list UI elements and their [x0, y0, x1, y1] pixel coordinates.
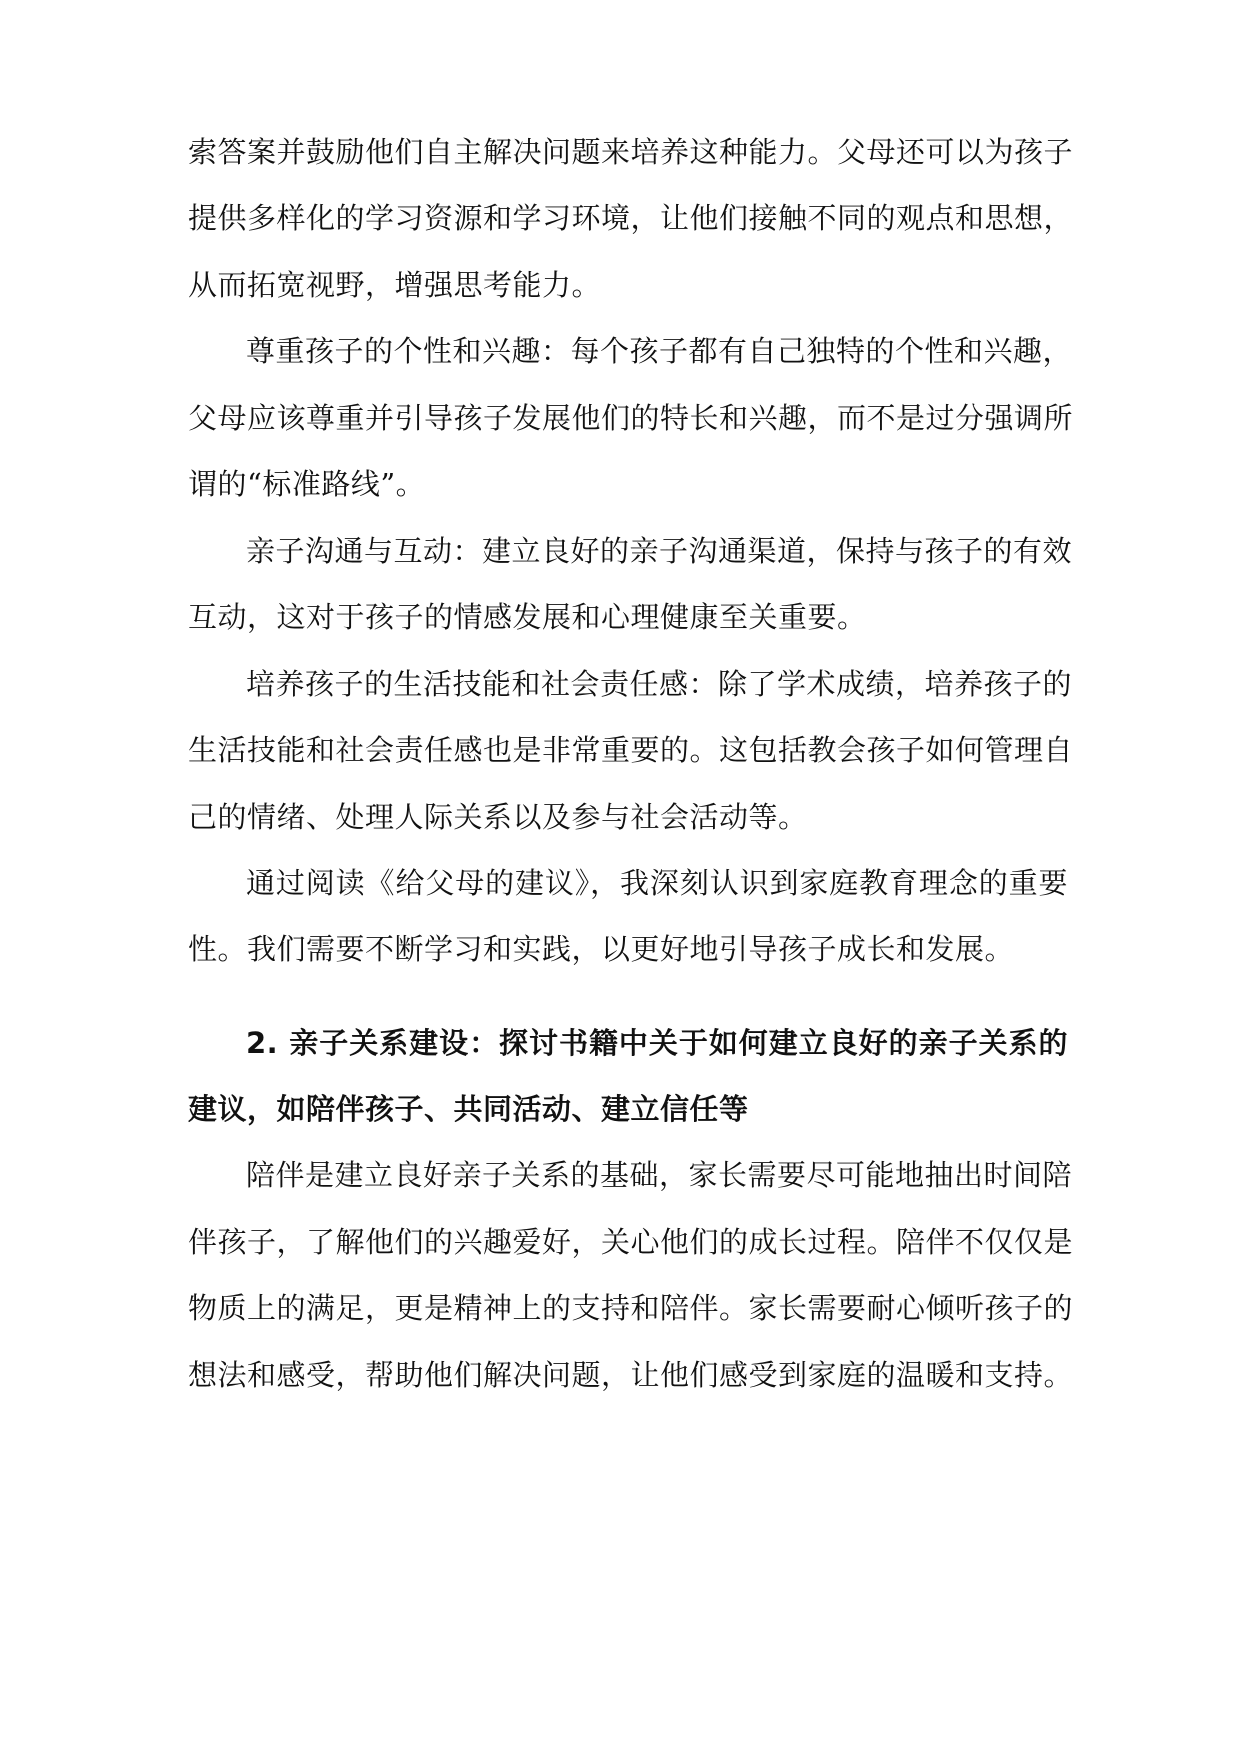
paragraph-4-line-3: 己的情绪、处理人际关系以及参与社会活动等。 — [188, 800, 808, 834]
paragraph-5-line-2: 性。我们需要不断学习和实践，以更好地引导孩子成长和发展。 — [188, 932, 1015, 966]
paragraph-3-line-2: 互动，这对于孩子的情感发展和心理健康至关重要。 — [188, 600, 867, 634]
paragraph-6-line-4: 想法和感受，帮助他们解决问题，让他们感受到家庭的温暖和支持。 — [188, 1358, 1074, 1392]
paragraph-3-line-1: 亲子沟通与互动：建立良好的亲子沟通渠道，保持与孩子的有效 — [246, 534, 1073, 568]
paragraph-6-line-1: 陪伴是建立良好亲子关系的基础，家长需要尽可能地抽出时间陪 — [246, 1158, 1073, 1192]
paragraph-1-line-1: 索答案并鼓励他们自主解决问题来培养这种能力。父母还可以为孩子 — [188, 135, 1074, 169]
paragraph-6-line-2: 伴孩子，了解他们的兴趣爱好，关心他们的成长过程。陪伴不仅仅是 — [188, 1225, 1074, 1259]
paragraph-4-line-2: 生活技能和社会责任感也是非常重要的。这包括教会孩子如何管理自 — [188, 733, 1074, 767]
paragraph-2-line-3: 谓的“标准路线”。 — [188, 467, 426, 501]
section-heading-line-2: 建议，如陪伴孩子、共同活动、建立信任等 — [188, 1092, 749, 1126]
paragraph-1-line-2: 提供多样化的学习资源和学习环境，让他们接触不同的观点和思想， — [188, 201, 1074, 235]
paragraph-2-line-1: 尊重孩子的个性和兴趣：每个孩子都有自己独特的个性和兴趣， — [246, 334, 1073, 368]
paragraph-4-line-1: 培养孩子的生活技能和社会责任感：除了学术成绩，培养孩子的 — [246, 667, 1073, 701]
paragraph-1-line-3: 从而拓宽视野，增强思考能力。 — [188, 268, 602, 302]
paragraph-6-line-3: 物质上的满足，更是精神上的支持和陪伴。家长需要耐心倾听孩子的 — [188, 1291, 1074, 1325]
paragraph-5-line-1: 通过阅读《给父母的建议》，我深刻认识到家庭教育理念的重要 — [246, 866, 1068, 900]
section-heading-line-1: 2. 亲子关系建设：探讨书籍中关于如何建立良好的亲子关系的 — [246, 1026, 1068, 1060]
paragraph-2-line-2: 父母应该尊重并引导孩子发展他们的特长和兴趣，而不是过分强调所 — [188, 401, 1074, 435]
